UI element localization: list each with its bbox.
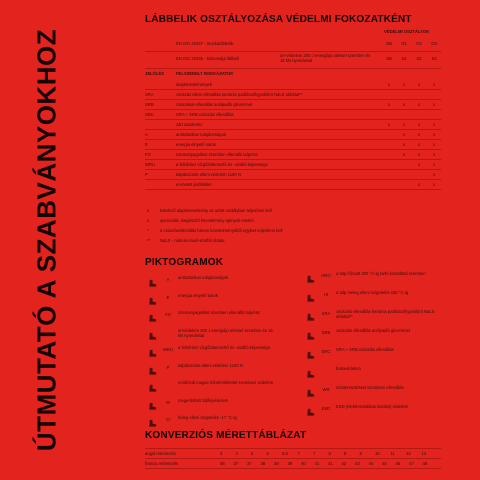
row-desc: alapkövetelmények <box>176 82 212 87</box>
pictogram-desc: megerősített lábfejvédelem <box>178 397 229 403</box>
heat-sole-icon <box>306 271 315 280</box>
table-row <box>145 170 441 179</box>
class-code: O2 <box>416 41 422 46</box>
class-code: O3 <box>431 41 437 46</box>
size-cell: 45 <box>382 461 387 466</box>
class-mark: x <box>432 152 436 157</box>
size-cell: 41 <box>314 461 320 466</box>
size-cell: 10 <box>375 451 380 456</box>
pictogram-code: M <box>166 399 170 405</box>
pictogram-desc: antisztatikus tulajdonságok <box>178 275 229 280</box>
pictogram-desc: csúszási ellenállás acélpadló glicerinnel <box>336 328 410 333</box>
note-symbol: * <box>147 228 149 233</box>
table-row <box>145 180 441 189</box>
pictogram-desc: bokavédelem <box>336 366 361 371</box>
row-desc: üzemanyagokkal szemben ellenálló talprész <box>176 152 258 157</box>
standard-name: EN ISO 20345 - biztonsági lábbeli <box>176 56 239 61</box>
note-text: NaLS - nátrium-lauril-szulfát oldata <box>160 238 225 243</box>
size-cell: 46 <box>395 461 401 466</box>
size-cell: 6.5 <box>282 451 288 456</box>
row-desc: energia elnyelő sarok <box>176 142 216 147</box>
size-cell: 40 <box>301 461 306 466</box>
class-mark: x <box>417 162 421 167</box>
row-code: FO <box>145 152 151 157</box>
row-code: A <box>145 132 148 137</box>
slip-both-icon <box>306 347 315 356</box>
row-desc: zárt sarokrész <box>176 122 203 127</box>
ankle-icon <box>306 366 315 375</box>
class-mark: x <box>402 152 406 157</box>
table-row <box>145 160 441 169</box>
row-code: WRU <box>145 162 156 167</box>
table-row <box>145 80 441 89</box>
class-mark: x <box>432 122 436 127</box>
class-code: S3 <box>431 56 437 61</box>
divider <box>145 468 441 469</box>
pictogram-code: ESD <box>321 406 331 411</box>
pictogram-desc: vízáteresztéssel szembeni ellenállás <box>336 385 404 390</box>
vertical-title: ÚTMUTATÓ A SZABVÁNYOKHOZ <box>31 28 62 452</box>
pictogram-desc: rendkívül magas hőmérséklettel szembeni védelem <box>178 380 274 385</box>
table-row <box>145 130 441 139</box>
pictogram-desc: üzemanyagokkal szemben ellenálló talprész <box>178 310 260 315</box>
note-text: opcionális, kiegészítő követelmény igények esetén <box>160 218 254 223</box>
pictogram-code: HRO <box>321 273 331 278</box>
pictogram-desc: energia elnyelő sarok <box>178 292 218 298</box>
pictogram-code: A <box>166 277 170 282</box>
column-head-desc: FELSZERELT ROKKÁZATOK <box>176 71 234 76</box>
row-code: P <box>145 172 148 177</box>
standard-name: EN ISO 20347 - munkalábbelik <box>176 41 234 46</box>
size-row-label: angol méretezés <box>145 451 176 456</box>
nail-icon <box>148 363 157 372</box>
class-code: O1 <box>401 41 407 46</box>
note-symbol: x <box>147 208 150 213</box>
pictogram-desc: a talp hőmatt 300 °C-ig tartó kontakttal szemben <box>336 271 426 276</box>
size-cell: 36 <box>220 461 225 466</box>
size-cell: 11 <box>390 451 395 456</box>
pictogram-desc: a talp meleg elleni szigetelés 150 °C-ig <box>336 290 409 295</box>
water-icon <box>148 345 157 354</box>
pictogram-code: SRC <box>321 349 331 354</box>
size-row-label: francia méretezés <box>145 461 179 466</box>
class-mark: x <box>417 132 421 137</box>
class-mark: x <box>432 102 436 107</box>
table-row <box>145 100 441 109</box>
row-desc: talpátszúrás elleni védelem 1100 N <box>176 172 241 177</box>
row-desc: csúszás elleni ellenállás kerámia padlózat/hypoklórit NaLS oldattal** <box>176 92 303 97</box>
class-mark: x <box>432 172 436 177</box>
divider <box>145 458 441 459</box>
size-cell: 42 <box>341 461 347 466</box>
metatarsal-icon <box>148 398 157 407</box>
slip-steel-icon <box>306 328 315 337</box>
cold-icon <box>148 415 157 424</box>
row-desc: a felsőrész vízgőzáteresztő és -vizálló képessége <box>176 162 268 167</box>
size-cell: 8 <box>328 451 331 456</box>
class-mark: x <box>417 122 421 127</box>
heat-shield-icon <box>148 380 157 389</box>
class-mark: x <box>387 102 391 107</box>
protection-classes-label: VÉDELMI OSZTÁLYOK <box>384 29 430 34</box>
pictogram-code: CI <box>165 417 171 422</box>
size-cell: 37 <box>247 461 252 466</box>
size-row-french <box>145 461 441 466</box>
class-mark: x <box>417 142 421 147</box>
row-code: SRA <box>145 92 154 97</box>
slip-tile-icon <box>306 309 315 318</box>
esd-icon <box>306 404 315 413</box>
table-row <box>145 110 441 119</box>
class-mark: x <box>432 182 436 187</box>
class-mark: x <box>432 162 436 167</box>
size-cell: 5 <box>251 451 254 456</box>
size-cell: 43 <box>355 461 360 466</box>
pictogram-desc: csúszási ellenállás kerámia padlózat/hypoklórit NaLS oldattal** <box>336 309 435 319</box>
row-code: SRB <box>145 102 154 107</box>
table-row <box>145 150 441 159</box>
section1-title: LÁBBELIK OSZTÁLYOZÁSA VÉDELMI FOKOZATKÉNT <box>145 14 412 25</box>
section2-title: PIKTOGRAMOK <box>145 257 224 268</box>
row-desc: csúszásal ellenállás acélpadló glicerinnel <box>176 102 253 107</box>
class-mark: x <box>432 142 436 147</box>
size-cell: 6 <box>266 451 269 456</box>
pictogram-code: SRA <box>321 311 331 316</box>
class-mark: x <box>387 122 391 127</box>
section3-title: KONVERZIÓS MÉRETTÁBLÁZAT <box>145 430 307 441</box>
table-row <box>145 120 441 129</box>
size-cell: 12 <box>406 451 411 456</box>
pictogram-desc: talpátszúrás elleni védelem 1100 N <box>178 362 243 368</box>
pictogram-desc: SRA + SRB csúszási ellenállás <box>336 347 394 352</box>
class-mark: x <box>417 102 421 107</box>
cut-icon <box>306 385 315 394</box>
class-code: SB <box>386 56 392 61</box>
class-code: OB <box>385 41 393 46</box>
class-code: S1 <box>401 56 407 61</box>
note-symbol: o <box>147 218 150 223</box>
pictogram-code: SRB <box>321 330 331 335</box>
pictogram-desc: a felsőrész vízgőzáteresztő és -vizálló képessége <box>178 345 270 350</box>
class-mark: x <box>402 142 406 147</box>
size-cell: 4 <box>235 451 238 456</box>
energy-icon <box>148 293 157 302</box>
note-text: kötelező alapkövetelmény az adott osztályban teljesíteni kell <box>160 208 272 213</box>
row-desc: antisztatikus tulajdonságok <box>176 132 227 137</box>
pictogram-desc: ESD (elektrosztatikus kisülés) védelem <box>336 404 409 409</box>
size-cell: 47 <box>409 461 414 466</box>
class-mark: x <box>402 132 406 137</box>
pictogram-code: FO <box>165 312 171 317</box>
size-cell: 7 <box>313 451 316 456</box>
pictogram-code: WR <box>322 387 330 392</box>
size-cell: 38 <box>274 461 279 466</box>
class-mark: x <box>432 82 436 87</box>
table-row <box>145 90 441 99</box>
note-text: a csúszásellenállás három követelményéből egyiket teljesíteni kell <box>160 228 283 233</box>
size-cell: 48 <box>422 461 428 466</box>
size-cell: 41 <box>328 461 333 466</box>
pictogram-code: E <box>166 294 170 300</box>
class-mark: x <box>432 132 436 137</box>
divider <box>145 68 441 69</box>
size-cell: 44 <box>368 461 374 466</box>
size-cell: 8 <box>344 451 347 456</box>
fuel-drop-icon <box>148 310 157 319</box>
divider <box>145 51 441 52</box>
heat-insulation-icon <box>306 290 315 299</box>
divider <box>145 189 441 190</box>
class-mark: x <box>402 102 406 107</box>
class-code: S2 <box>416 56 422 61</box>
row-code: SRC <box>145 112 154 117</box>
column-head-code: JELÖLÉS <box>145 71 165 76</box>
class-mark: x <box>417 182 421 187</box>
divider <box>145 448 441 449</box>
table-row <box>145 140 441 149</box>
pictogram-code: P <box>166 364 170 370</box>
pictogram-code: WRU <box>162 347 173 352</box>
standard-note: orr-védelem 200 J energiájú ütéssel szemben és 15 kN nyomással <box>280 53 371 63</box>
toe-cap-icon <box>148 328 157 337</box>
pictogram-desc: hideg elleni szigetelés -17 °C-ig <box>178 415 237 420</box>
size-row-english <box>145 451 441 456</box>
class-mark: x <box>402 122 406 127</box>
row-code: E <box>145 142 148 147</box>
class-mark: x <box>402 82 406 87</box>
size-cell: 9 <box>359 451 362 456</box>
size-cell: 3 <box>220 451 223 456</box>
note-symbol: ** <box>147 238 151 243</box>
class-mark: x <box>417 82 421 87</box>
pictogram-code: HI <box>323 292 329 297</box>
size-cell: 37 <box>233 461 239 466</box>
size-cell: 13 <box>421 451 427 456</box>
antistatic-icon <box>148 275 157 284</box>
pictogram-desc: orrvédelem 200 J energiájú ütéssel szemben és 15 kN nyomással <box>178 327 273 338</box>
row-desc: SRA + SRB csúszási ellenállás <box>176 112 234 117</box>
row-desc: erezetett járófelület <box>176 182 212 187</box>
class-mark: x <box>417 152 421 157</box>
size-cell: 7 <box>297 451 300 456</box>
size-cell: 38 <box>260 461 266 466</box>
class-mark: x <box>387 82 391 87</box>
size-cell: 39 <box>287 461 293 466</box>
